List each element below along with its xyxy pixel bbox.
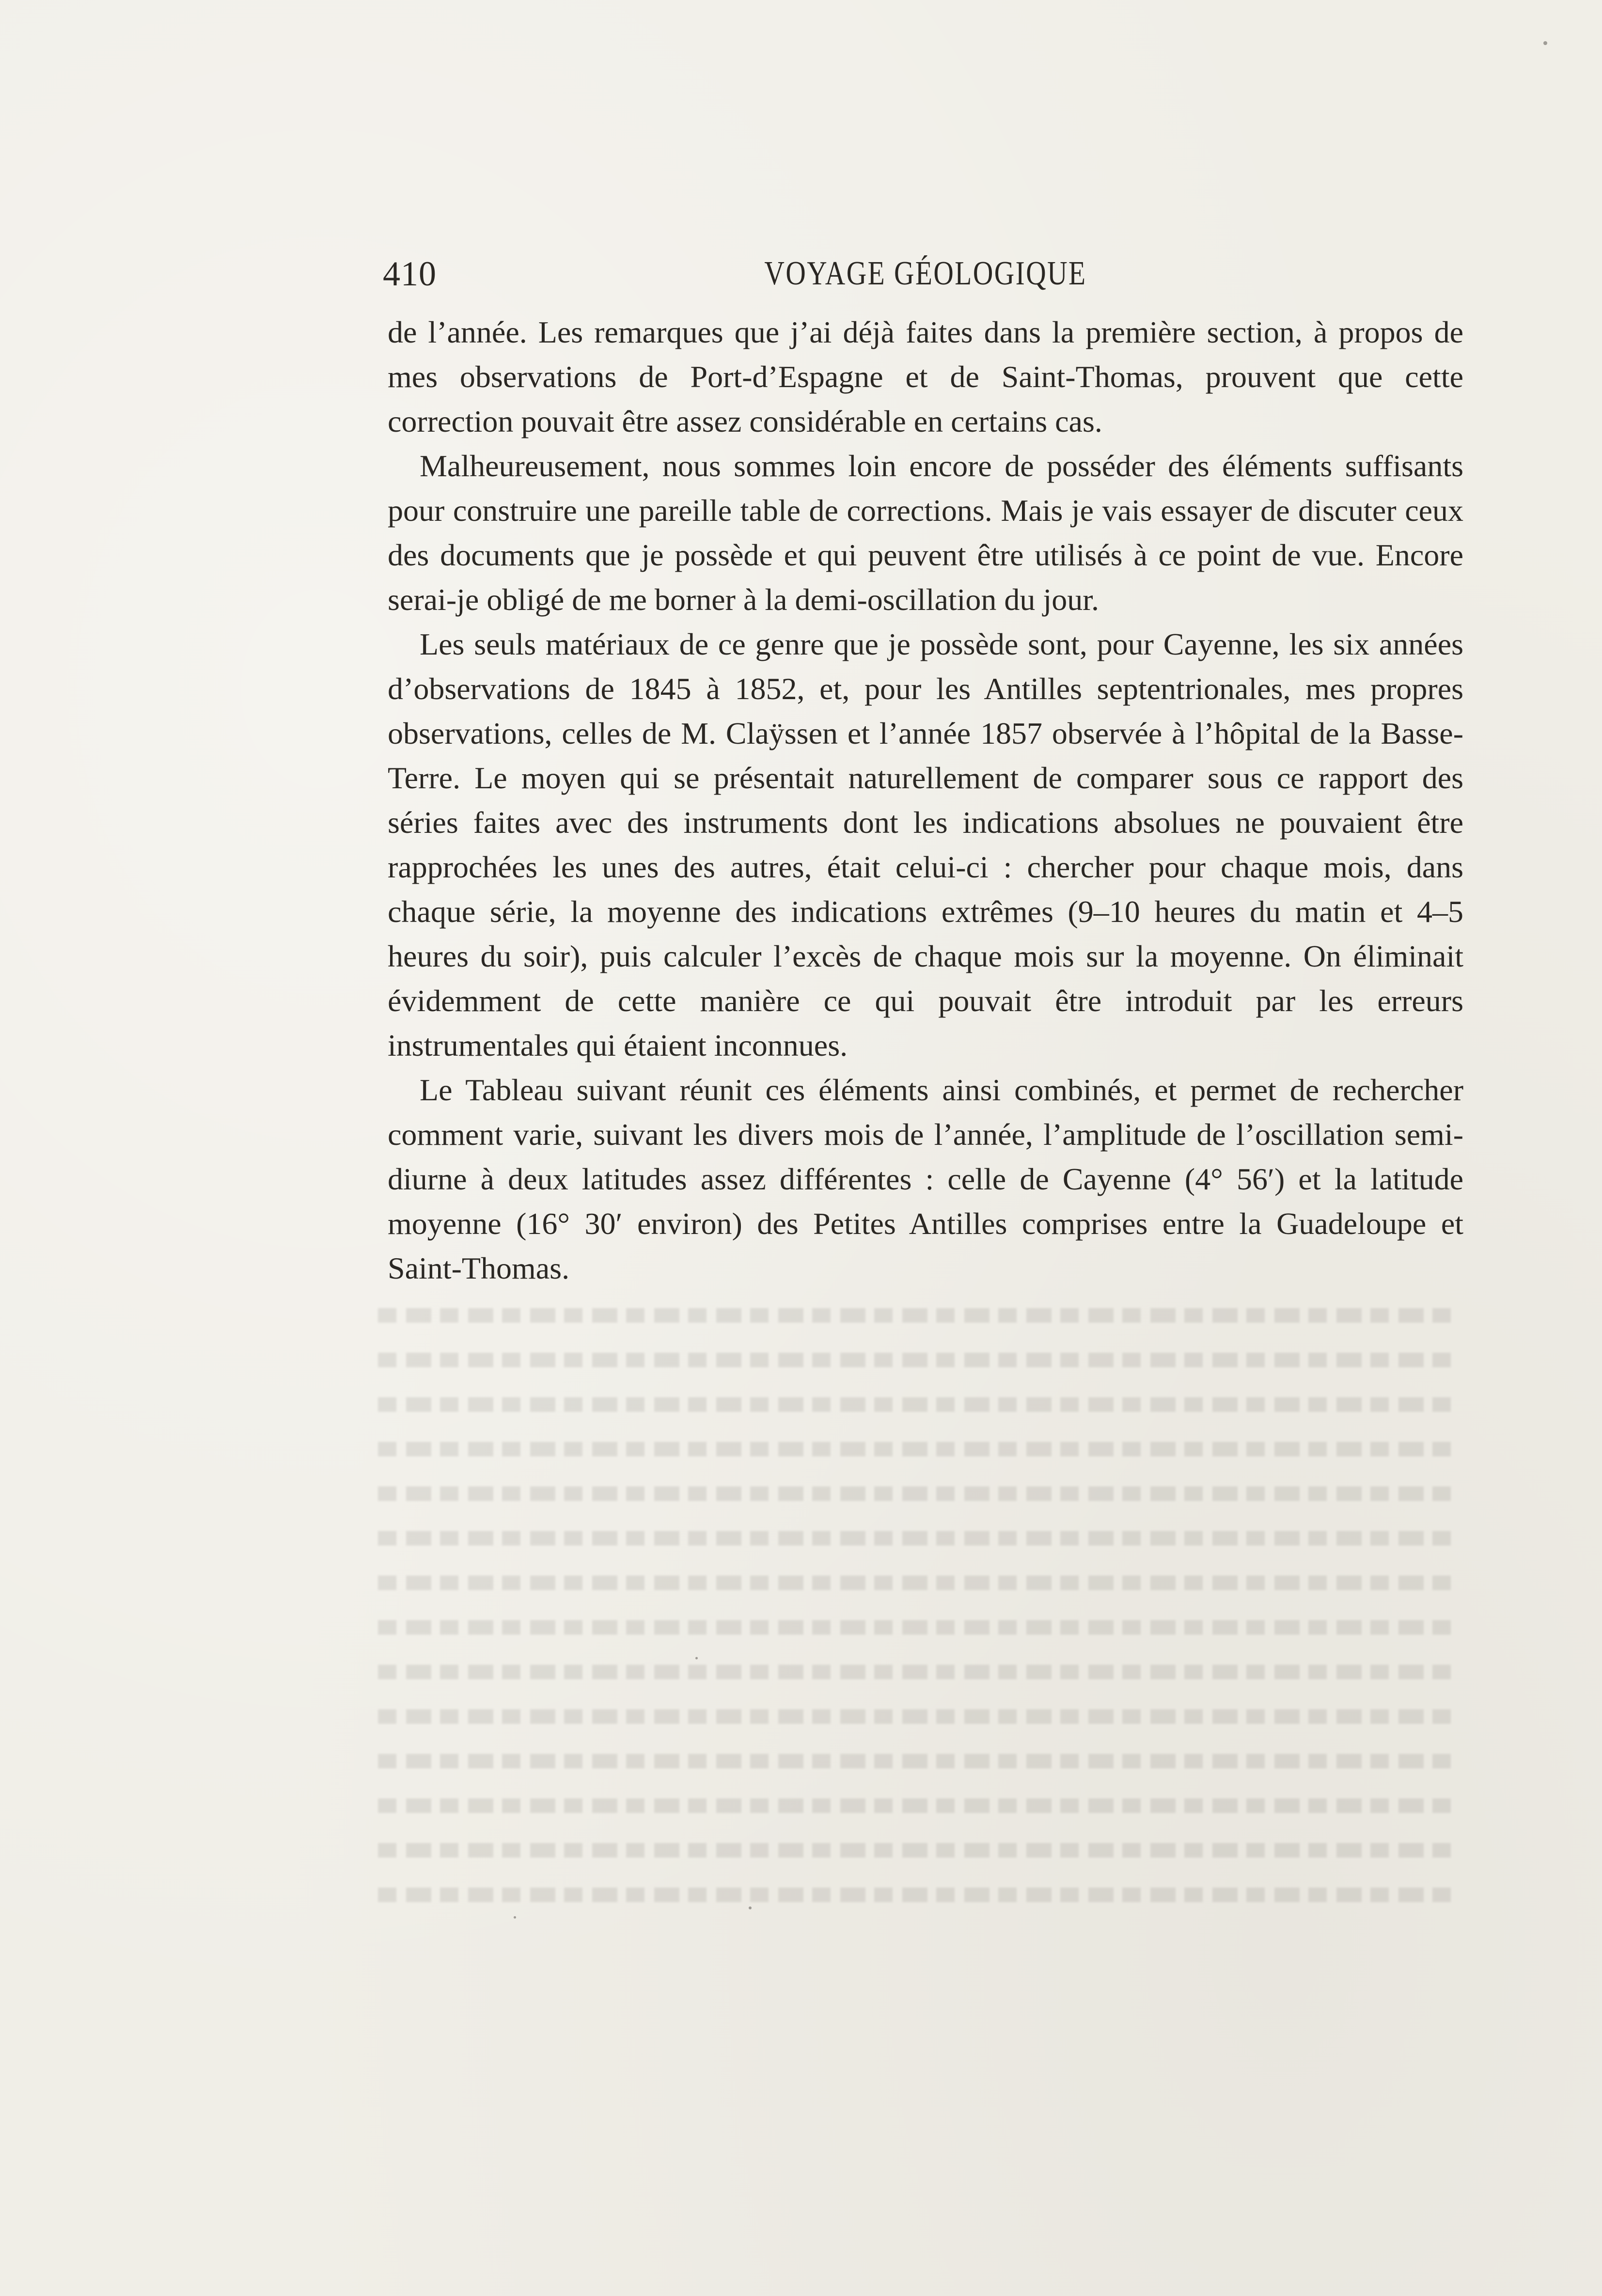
- paragraph-continued: de l’année. Les remarques que j’ai déjà faites dans la première section, à propos de mes observations de Port-d’Espagne et de Saint-Thomas, prouvent que cette correction pouvait être assez considérable en certains cas.: [388, 315, 1463, 438]
- body-text: [388, 310, 1463, 1291]
- paragraph: Malheureusement, nous sommes loin encore de posséder des éléments suffisants pour construire une pareille table de corrections. Mais je vais essayer de discuter ceux des documents que je possède et qui peuvent être utilisés à ce point de vue. Encore serai-je obligé de me borner à la demi-oscillation du jour.: [388, 449, 1463, 617]
- paper-speck: [514, 1916, 516, 1919]
- paper-speck: [695, 1657, 698, 1659]
- show-through-text: [378, 1308, 1459, 1928]
- running-head: [383, 247, 1468, 300]
- running-title: VOYAGE GÉOLOGIQUE: [764, 255, 1087, 292]
- paper-speck: [1543, 41, 1547, 45]
- paper-speck: [749, 1906, 752, 1909]
- paragraph: Les seuls matériaux de ce genre que je possède sont, pour Cayenne, les six années d’observations de 1845 à 1852, et, pour les Antilles septentrionales, mes propres observations, celles de M. Claÿssen et l’année 1857 observée à l’hôpital de la Basse-Terre. Le moyen qui se présentait naturellement de comparer sous ce rapport des séries faites avec des instruments dont les indications absolues ne pouvaient être rapprochées les unes des autres, était celui-ci : chercher pour chaque mois, dans chaque série, la moyenne des indications extrêmes (9–10 heures du matin et 4–5 heures du soir), puis calculer l’excès de chaque mois sur la moyenne. On éliminait évidemment de cette manière ce qui pouvait être introduit par les erreurs instrumentales qui étaient inconnues.: [388, 627, 1463, 1062]
- paragraph: Le Tableau suivant réunit ces éléments ainsi combinés, et permet de rechercher comment varie, suivant les divers mois de l’année, l’amplitude de l’oscillation semi-diurne à deux latitudes assez différentes : celle de Cayenne (4° 56′) et la latitude moyenne (16° 30′ environ) des Petites Antilles comprises entre la Guadeloupe et Saint-Thomas.: [388, 1073, 1463, 1285]
- page-number: 410: [383, 254, 437, 293]
